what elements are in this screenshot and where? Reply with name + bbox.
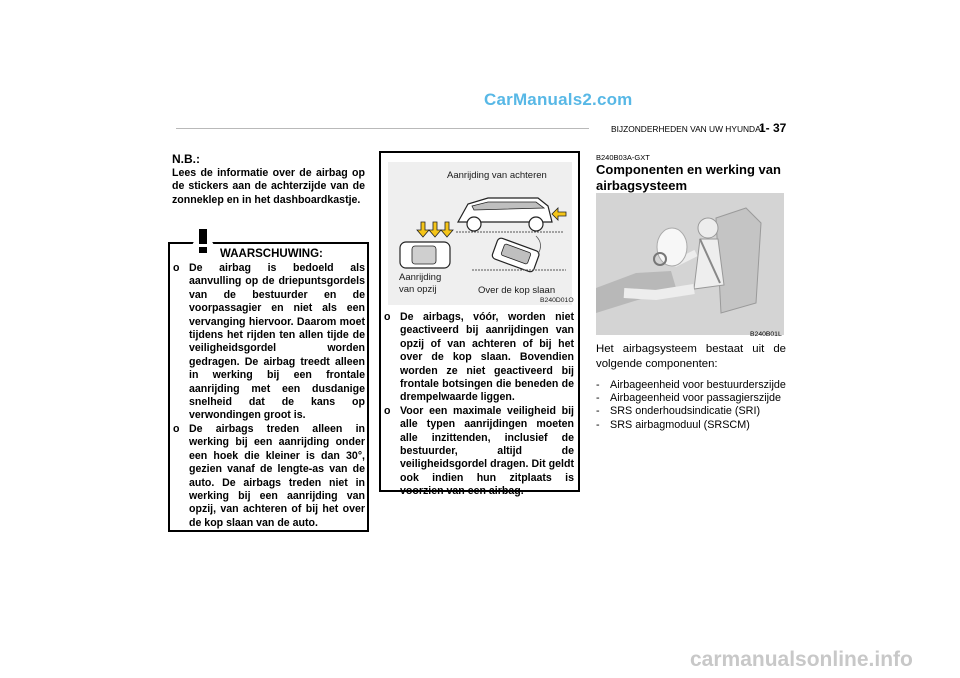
list-bullet: o — [384, 311, 391, 323]
airbag-deployment-drawing — [596, 193, 784, 335]
photo-code: B240B01L — [750, 331, 782, 338]
list-item: - Airbageenheid voor passagierszijde — [596, 392, 782, 405]
section-title: Componenten en werking van airbagsysteem — [596, 162, 781, 193]
section-intro: Het airbagsysteem bestaat uit de volgende componenten: — [596, 343, 786, 370]
label-side-impact: Aanrijding van opzij — [399, 272, 442, 295]
label-rollover: Over de kop slaan — [478, 285, 556, 296]
info-item — [384, 311, 574, 405]
airbag-deployment-image — [596, 193, 784, 335]
info-list — [384, 311, 574, 499]
figure-code: B240D01O — [540, 297, 574, 304]
list-item: - SRS onderhoudsindicatie (SRI) — [596, 405, 761, 418]
header-rule — [176, 128, 589, 129]
label-rear-impact: Aanrijding van achteren — [447, 170, 547, 181]
warning-item-text: De airbags treden alleen in werking bij een aanrijding onder een hoek die kleiner is dan 30°, gezien vanaf de lengte-as van de auto. De airbags treden niet in werking bij een aanrijding van opzij, van achteren of bij het over de kop slaan van de auto. — [189, 422, 365, 529]
warning-item — [173, 262, 365, 423]
page-number: 1- 37 — [759, 121, 787, 135]
suv-rear-impact-icon — [456, 198, 566, 232]
nb-title: N.B.: — [172, 152, 200, 166]
list-bullet: o — [173, 422, 180, 435]
nb-text: Lees de informatie over de airbag op de stickers aan de achterzijde van de zonneklep en in het dashboardkastje. — [172, 167, 365, 206]
list-item: - Airbageenheid voor bestuurderszijde — [596, 379, 786, 391]
info-item-text: De airbags, vóór, worden niet geactiveerd bij aanrijdingen van opzij of van achteren of bij het over de kop slaan. Bovendien worden ze niet geactiveerd bij frontale botsingen die beneden de drempelwaarde liggen. — [400, 311, 574, 404]
warning-item — [173, 423, 365, 530]
section-code: B240B03A-GXT — [596, 153, 650, 162]
list-item: - SRS airbagmoduul (SRSCM) — [596, 418, 750, 431]
list-bullet: o — [173, 262, 180, 274]
side-impact-car-icon — [400, 222, 453, 268]
info-item-text: Voor een maximale veiligheid bij alle typen aanrijdingen moeten alle inzittenden, inclusief de bestuurder, altijd de veiligheidsgordel dragen. Dit geldt ook indien hun zitplaats is voorzien van een airbag. — [400, 404, 574, 498]
component-list — [596, 379, 788, 432]
watermark-top: CarManuals2.com — [484, 90, 633, 109]
warning-list — [173, 262, 365, 530]
exclamation-triangle-icon — [187, 226, 219, 254]
warning-title: WAARSCHUWING: — [220, 248, 323, 260]
header-title: BIJZONDERHEDEN VAN UW HYUNDAI — [611, 124, 764, 134]
list-bullet: o — [384, 404, 391, 417]
watermark-bottom: carmanualsonline.info — [690, 648, 913, 671]
warning-item-text: De airbag is bedoeld als aanvulling op de driepuntsgordels van de bestuurder en de voorpassagier en niet als een vervanging hiervoor. Daarom moet tijdens het rijden ten allen tijde de veiligheidsgordel worden gedragen. De airbag treedt alleen in werking bij een frontale aanrijding met een dusdanige snelheid dat de kans op verwondingen groot is. — [189, 262, 365, 422]
rollover-car-icon — [472, 236, 566, 273]
info-item — [384, 405, 574, 499]
